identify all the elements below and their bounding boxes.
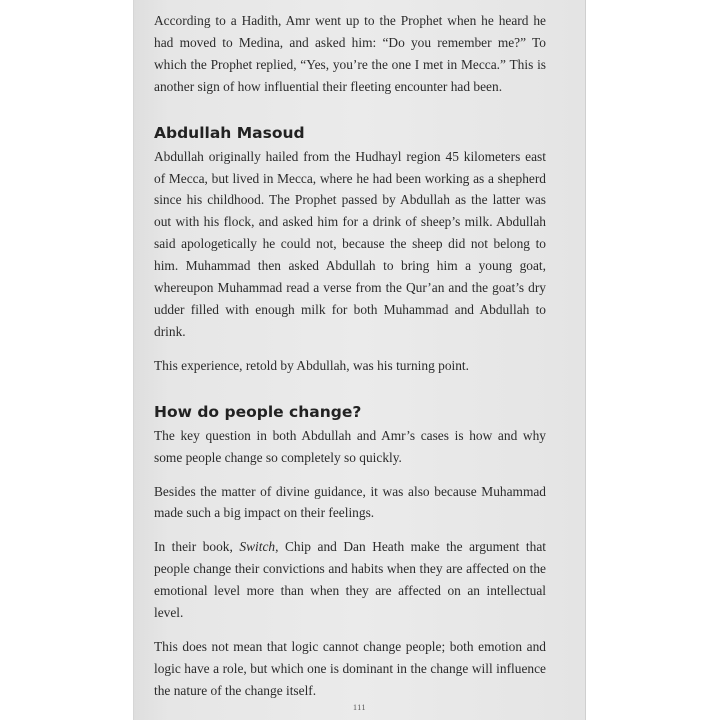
heading-abdullah-masoud: Abdullah Masoud	[154, 123, 305, 142]
book-page	[133, 0, 586, 720]
text-span: In their book,	[154, 539, 240, 555]
abdullah-paragraph-2: This experience, retold by Abdullah, was his turning point.	[154, 357, 469, 373]
book-title: Switch	[239, 539, 276, 555]
text-span: , Chip and Dan Heath make the argument that people change their convictions and habits when they are affected on the emotional level more than when they are affected on an intellectual level.	[154, 539, 546, 621]
page-text	[154, 10, 546, 714]
change-paragraph-3	[154, 536, 546, 624]
intro-paragraph: According to a Hadith, Amr went up to the Prophet when he heard he had moved to Medina, and asked him: “Do you remember me?” To which the Prophet replied, “Yes, you’re the one I met in Mecca.” This is another sign of how influential their fleeting encounter had been.	[154, 13, 546, 94]
change-paragraph-2: Besides the matter of divine guidance, it was also because Muhammad made such a big impact on their feelings.	[154, 483, 546, 521]
change-paragraph-4: This does not mean that logic cannot change people; both emotion and logic have a role, but which one is dominant in the change will influence the nature of the change itself.	[154, 638, 546, 698]
change-paragraph-1: The key question in both Abdullah and Amr’s cases is how and why some people change so completely so quickly.	[154, 427, 546, 465]
heading-how-people-change: How do people change?	[154, 402, 362, 421]
page-number: 111	[353, 703, 366, 712]
abdullah-paragraph-1: Abdullah originally hailed from the Hudhayl region 45 kilometers east of Mecca, but lived in Mecca, where he had been working as a shepherd since his childhood. The Prophet passed by Abdullah as the latter was out with his flock, and asked him for a drink of sheep’s milk. Abdullah said apologetically he could not, because the sheep did not belong to him. Muhammad then asked Abdullah to bring him a young goat, whereupon Muhammad read a verse from the Qur’an and the goat’s dry udder filled with enough milk for both Muhammad and Abdullah to drink.	[154, 148, 546, 339]
